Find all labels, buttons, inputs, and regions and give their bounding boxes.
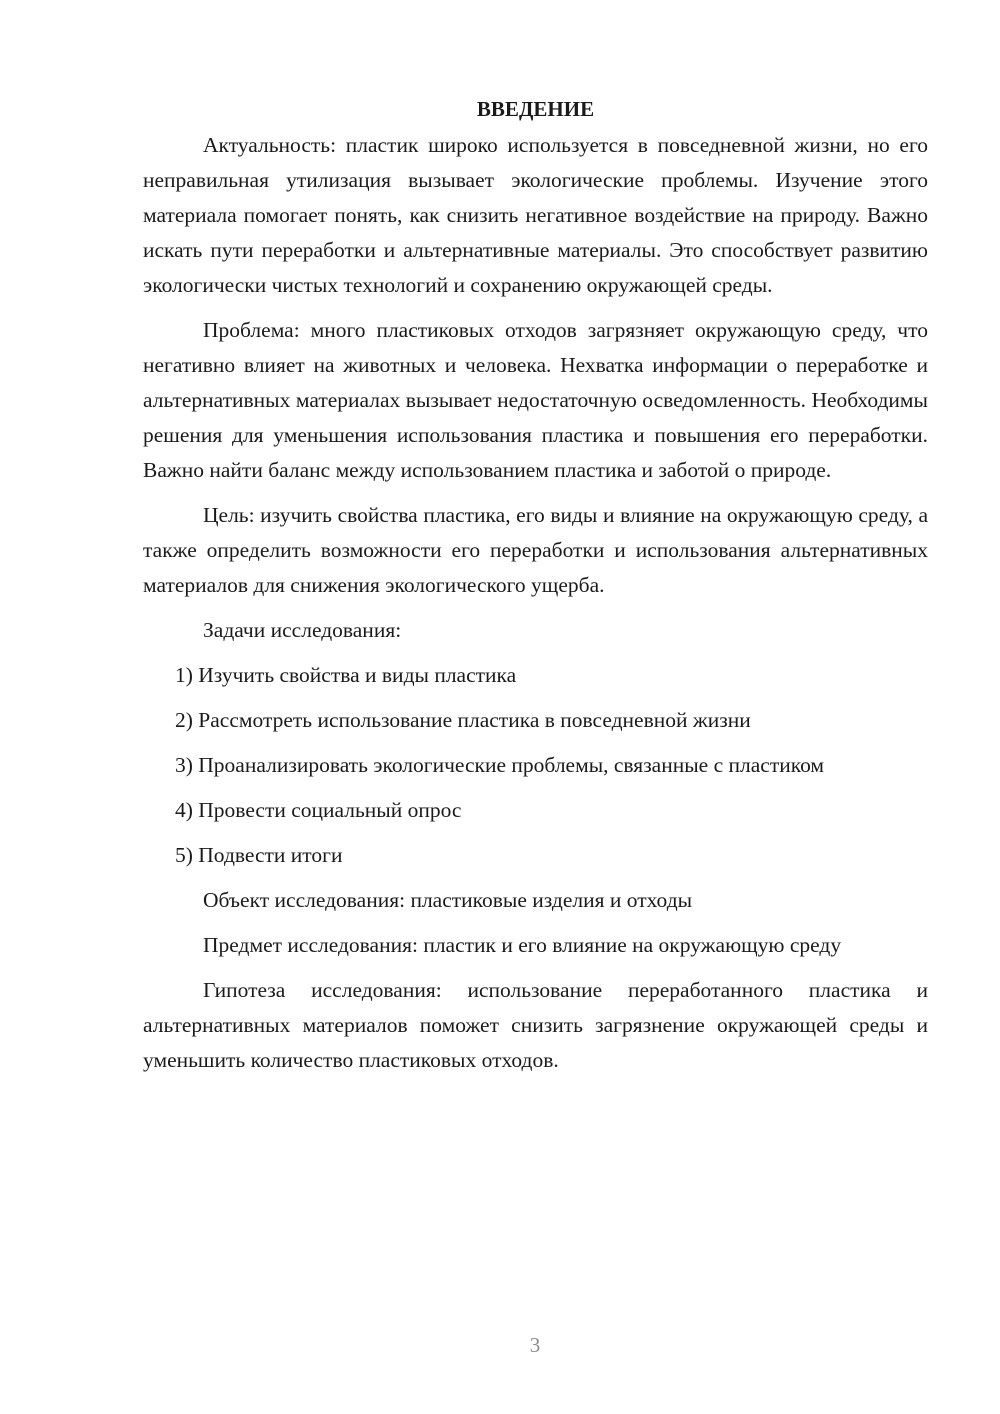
paragraph-relevance: Актуальность: пластик широко используется в повседневной жизни, но его неправильная утилизация вызывает экологические проблемы. Изучение этого материала помогает понять, как снизить негативное воздействие на природу. Важно искать пути переработки и альтернативные материалы. Это способствует развитию экологически чистых технологий и сохранению окружающей среды. [143, 133, 928, 297]
list-item: 2) Рассмотреть использование пластика в повседневной жизни [175, 708, 751, 732]
page-number: 3 [529, 1333, 541, 1357]
paragraph-problem: Проблема: много пластиковых отходов загрязняет окружающую среду, что негативно влияет на животных и человека. Нехватка информации о переработке и альтернативных материалах вызывает недостаточную осведомленность. Необходимы решения для уменьшения использования пластика и повышения его переработки. Важно найти баланс между использованием пластика и заботой о природе. [143, 318, 928, 482]
page-title: ВВЕДЕНИЕ [476, 97, 595, 121]
list-item: 5) Подвести итоги [175, 843, 343, 867]
paragraph-hypothesis: Гипотеза исследования: использование переработанного пластика и альтернативных материалов поможет снизить загрязнение окружающей среды и уменьшить количество пластиковых отходов. [143, 978, 928, 1072]
list-item: 1) Изучить свойства и виды пластика [175, 663, 517, 687]
tasks-list [143, 658, 928, 873]
list-item: 3) Проанализировать экологические проблемы, связанные с пластиком [175, 753, 825, 777]
list-item: 4) Провести социальный опрос [175, 798, 462, 822]
paragraph-goal: Цель: изучить свойства пластика, его виды и влияние на окружающую среду, а также определить возможности его переработки и использования альтернативных материалов для снижения экологического ущерба. [143, 503, 928, 597]
paragraph-object: Объект исследования: пластиковые изделия и отходы [203, 888, 693, 912]
document-page [143, 92, 928, 1088]
tasks-heading: Задачи исследования: [203, 618, 402, 642]
paragraph-subject: Предмет исследования: пластик и его влияние на окружающую среду [203, 933, 842, 957]
